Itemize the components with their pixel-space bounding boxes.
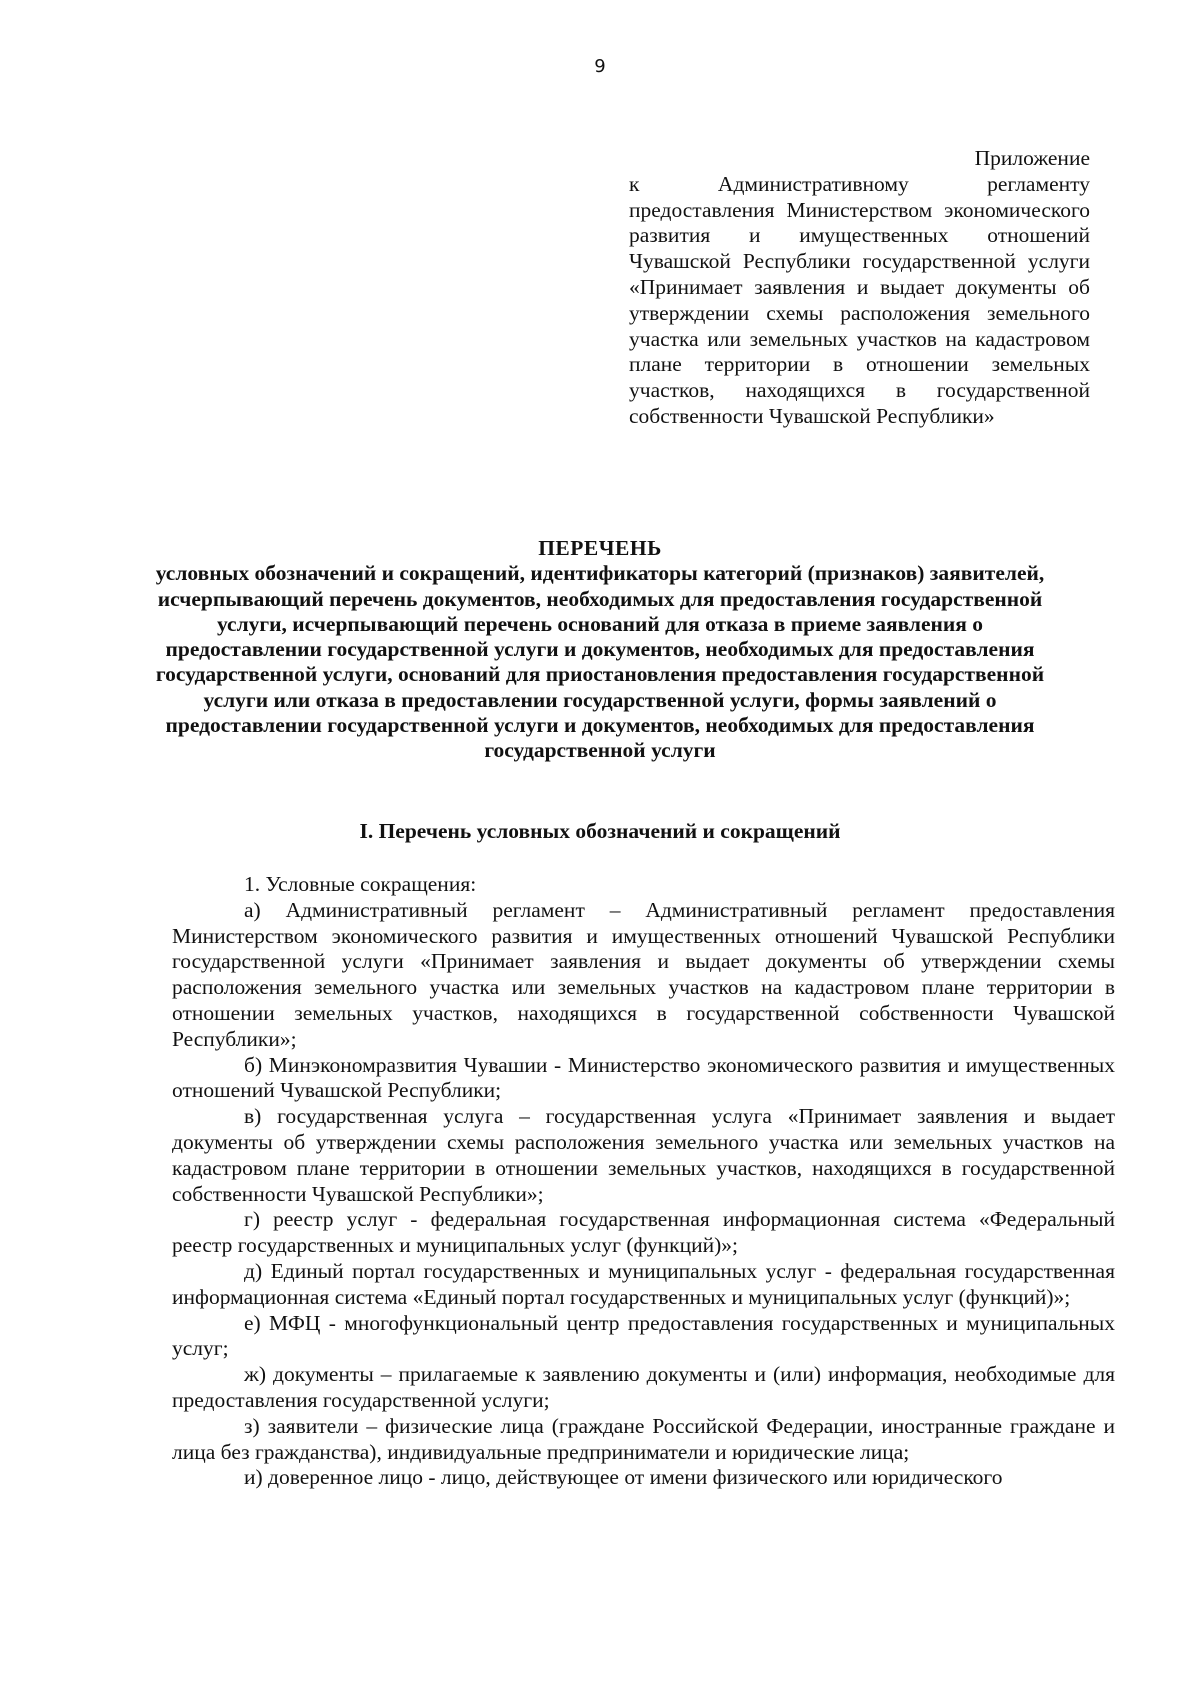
paragraph: е) МФЦ - многофункциональный центр предоставления государственных и муниципальных услуг; <box>172 1310 1115 1361</box>
document-heading <box>150 536 1050 764</box>
paragraph: ж) документы – прилагаемые к заявлению документы и (или) информация, необходимые для предоставления государственной услуги; <box>172 1362 1115 1412</box>
paragraph: з) заявители – физические лица (граждане Российской Федерации, иностранные граждане и лица без гражданства), индивидуальные предприниматели и юридические лица; <box>172 1413 1115 1464</box>
page-number: 9 <box>594 56 606 77</box>
document-body <box>172 872 1115 1491</box>
paragraph: б) Минэкономразвития Чувашии - Министерство экономического развития и имущественных отношений Чувашской Республики; <box>172 1052 1115 1103</box>
paragraph: д) Единый портал государственных и муниципальных услуг - федеральная государственная информационная система «Единый портал государственных и муниципальных услуг (функций)»; <box>172 1258 1115 1309</box>
appendix-title: Приложение <box>974 146 1090 170</box>
section-title: I. Перечень условных обозначений и сокращений <box>359 819 841 843</box>
paragraph: а) Административный регламент – Административный регламент предоставления Министерством экономического развития и имущественных отношений Чувашской Республики государственной услуги «Принимает заявления и выдает документы об утверждении схемы расположения земельного участка или земельных участков на кадастровом плане территории в отношении земельных участков, находящихся в государственной собственности Чувашской Республики»; <box>172 897 1115 1051</box>
appendix-body: к Административному регламенту предоставления Министерством экономического развития и имущественных отношений Чувашской Республики государственной услуги «Принимает заявления и выдает документы об утверждении схемы расположения земельного участка или земельных участков на кадастровом плане территории в отношении земельных участков, находящихся в государственной собственности Чувашской Республики» <box>629 171 1090 428</box>
heading-title: ПЕРЕЧЕНЬ <box>538 536 662 560</box>
paragraph: г) реестр услуг - федеральная государственная информационная система «Федеральный реестр государственных и муниципальных услуг (функций)»; <box>172 1207 1115 1258</box>
paragraph: и) доверенное лицо - лицо, действующее от имени физического или юридического <box>244 1465 1003 1490</box>
appendix-block <box>629 146 1090 430</box>
paragraph: 1. Условные сокращения: <box>244 872 477 896</box>
heading-subtitle: условных обозначений и сокращений, идентификаторы категорий (признаков) заявителей, исчерпывающий перечень документов, необходимых для предоставления государственной услуги, исчерпывающий перечень оснований для отказа в приеме заявления о предоставлении государственной услуги и документов, необходимых для предоставления государственной услуги, оснований для приостановления предоставления государственной услуги или отказа в предоставлении государственной услуги, формы заявлений о предоставлении государственной услуги и документов, необходимых для предоставления государственной услуги <box>155 561 1045 763</box>
paragraph: в) государственная услуга – государственная услуга «Принимает заявления и выдает документы об утверждении схемы расположения земельного участка или земельных участков на кадастровом плане территории в отношении земельных участков, находящихся в государственной собственности Чувашской Республики»; <box>172 1104 1115 1206</box>
